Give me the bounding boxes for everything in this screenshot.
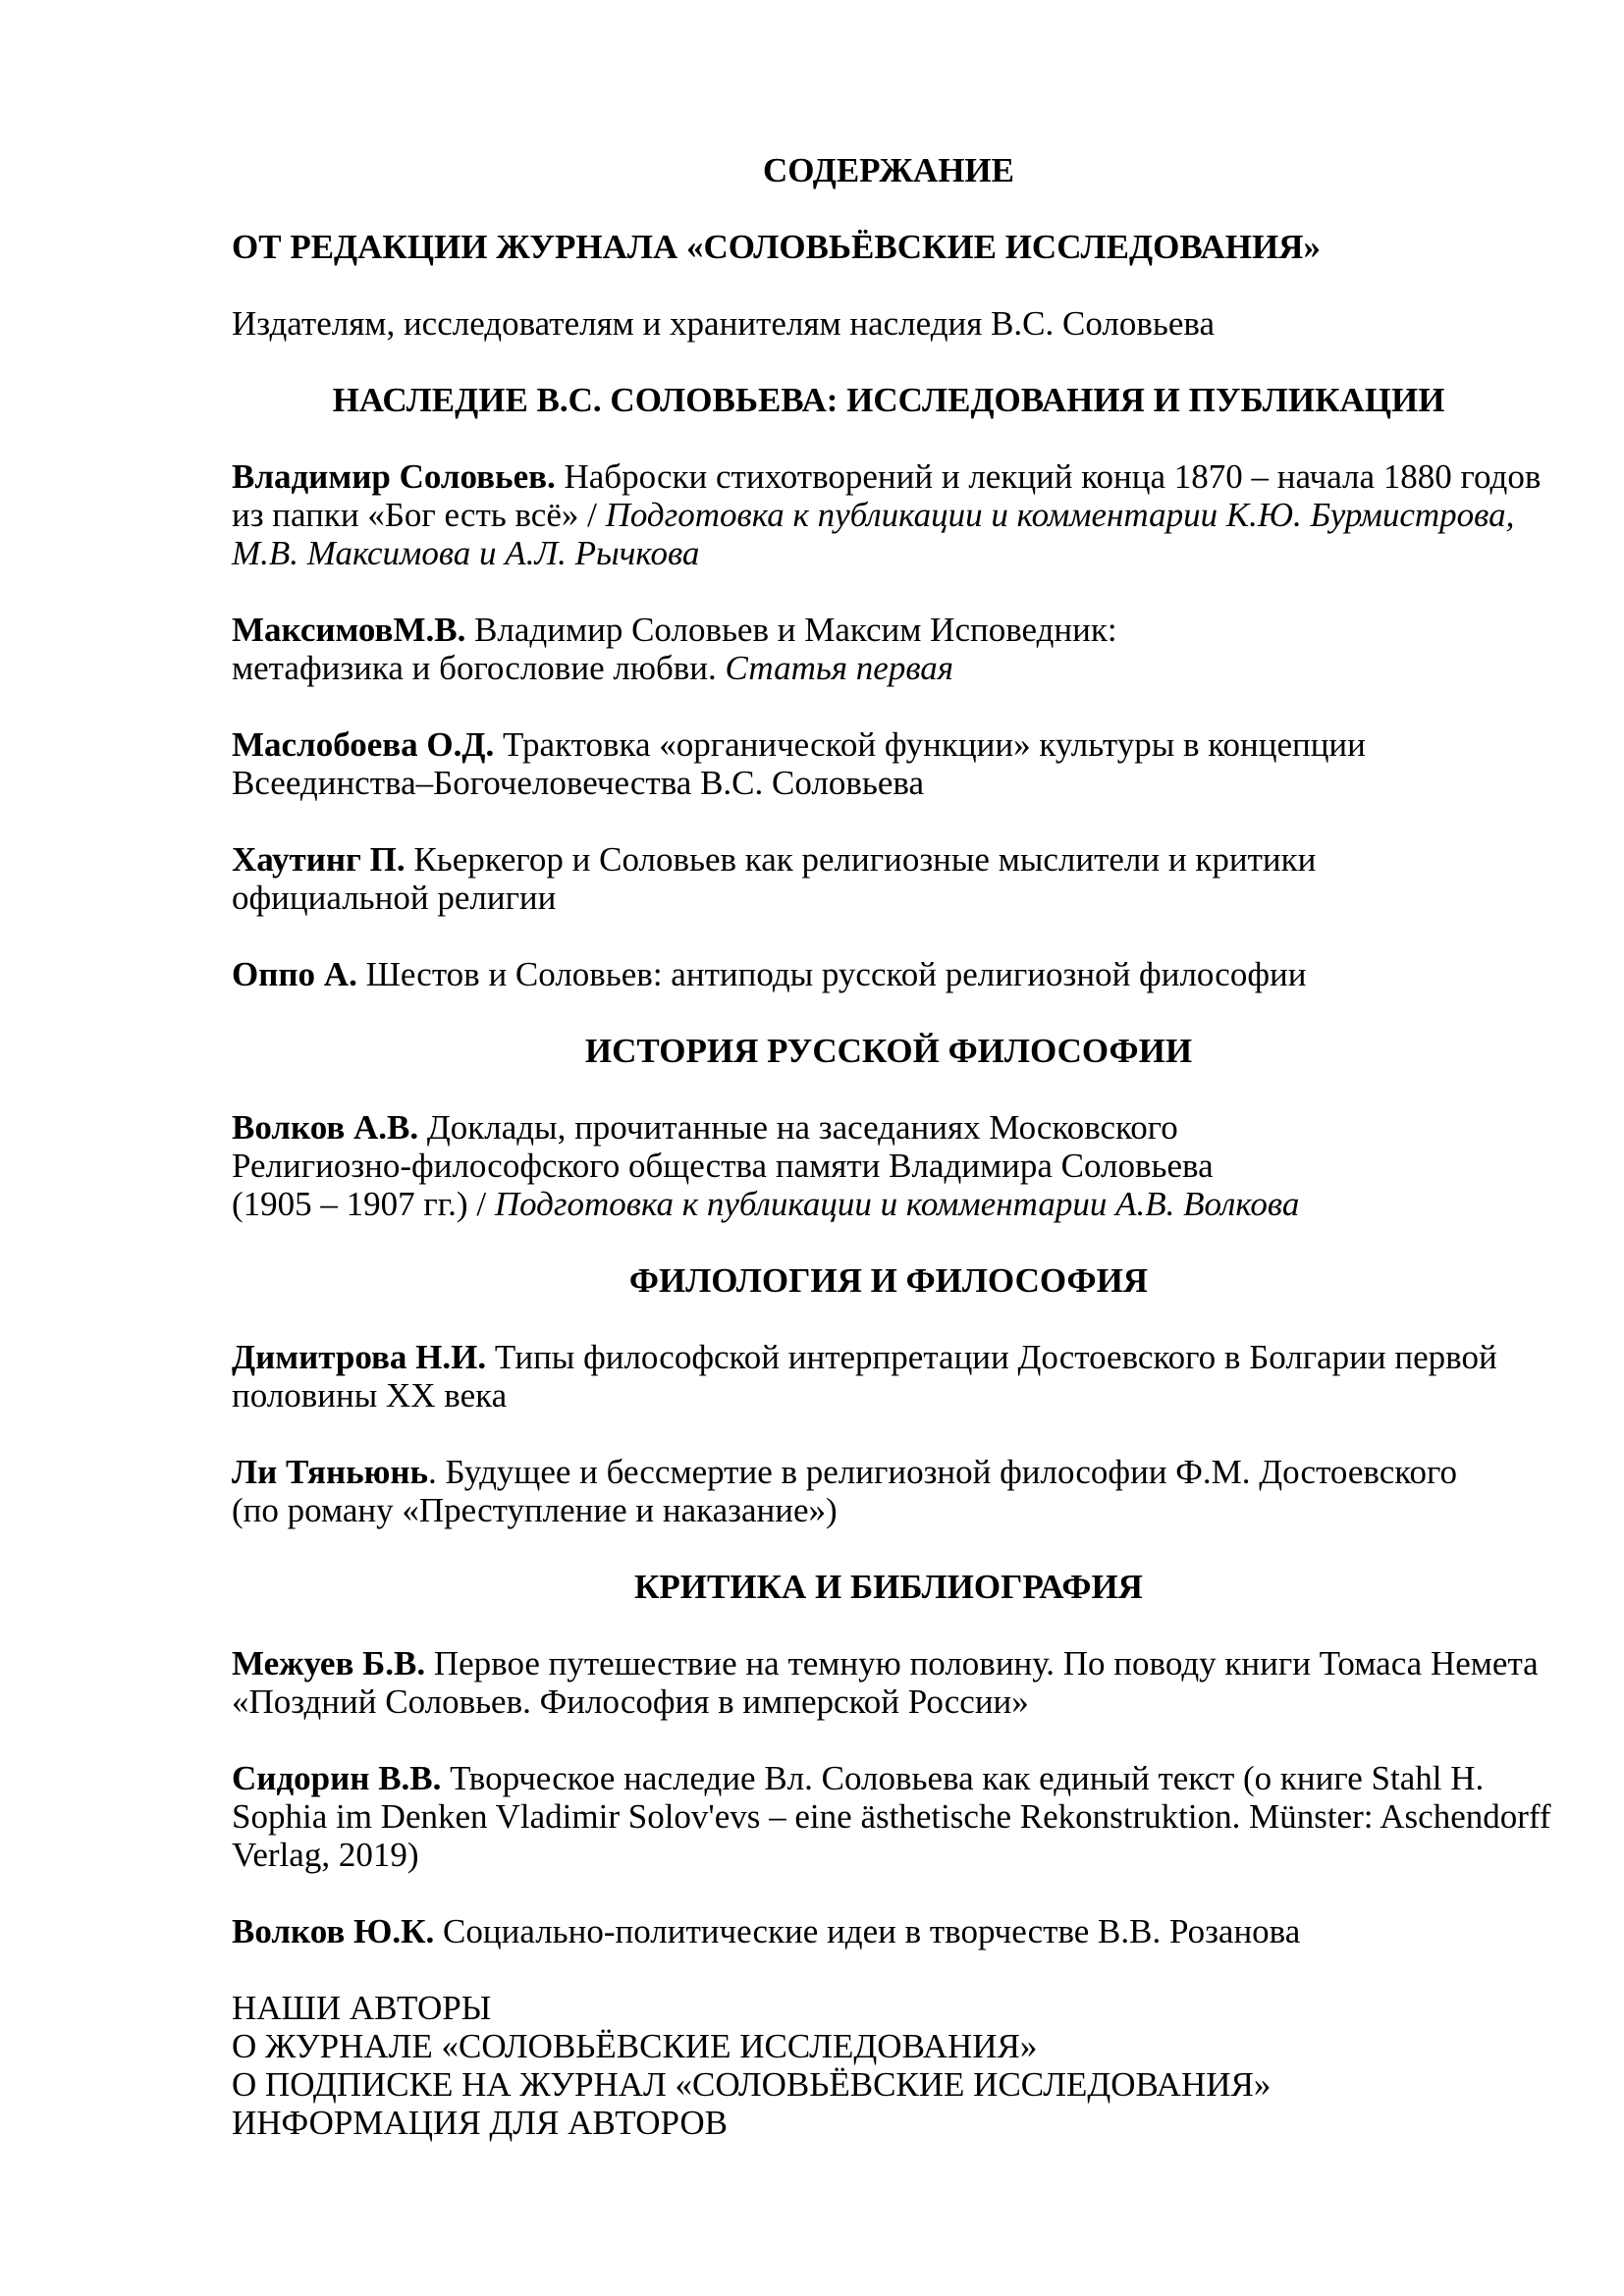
- text-segment: НАСЛЕДИЕ В.С. СОЛОВЬЕВА: ИССЛЕДОВАНИЯ И ПУБЛИКАЦИИ: [332, 381, 1445, 419]
- entry-dimitrova: [232, 1338, 1545, 1415]
- text-segment: ФИЛОЛОГИЯ И ФИЛОСОФИЯ: [628, 1261, 1149, 1300]
- entry-maksimov-line-1: [232, 611, 1545, 649]
- dedication-line-line-1: [232, 304, 1545, 343]
- text-segment: Первое путешествие на темную половину. По поводу книги Томаса Немета: [425, 1644, 1539, 1682]
- entry-hauting: [232, 840, 1545, 917]
- text-segment: ИСТОРИЯ РУССКОЙ ФИЛОСОФИИ: [584, 1032, 1193, 1070]
- entry-sidorin: [232, 1759, 1551, 1874]
- entry-sidorin-line-3: [232, 1836, 1545, 1874]
- text-segment: Шестов и Соловьев: антиподы русской религиозной философии: [356, 955, 1307, 993]
- text-segment: из папки «Бог есть всё» /: [232, 496, 606, 534]
- entry-maksimov-line-2: [232, 649, 1545, 687]
- entry-maksimov: [232, 611, 1545, 687]
- entry-sidorin-line-1: [232, 1759, 1545, 1797]
- entry-li-tianyun-line-2: [232, 1491, 1545, 1529]
- text-segment: О ПОДПИСКЕ НА ЖУРНАЛ «СОЛОВЬЁВСКИЕ ИССЛЕДОВАНИЯ»: [232, 2065, 1272, 2104]
- entry-volkov-yuk-line-1: [232, 1912, 1545, 1950]
- text-segment: Трактовка «органической функции» культуры в концепции: [494, 725, 1366, 764]
- text-segment: Волков А.В.: [232, 1108, 419, 1147]
- entry-mezhuev-line-1: [232, 1644, 1545, 1682]
- entry-volkov-av-line-2: [232, 1147, 1545, 1185]
- text-segment: Межуев Б.В.: [232, 1644, 426, 1682]
- text-segment: Кьеркегор и Соловьев как религиозные мыслители и критики: [405, 840, 1317, 879]
- entry-hauting-line-1: [232, 840, 1545, 879]
- back-matter-list-line-2: [232, 2027, 1545, 2065]
- text-segment: НАШИ АВТОРЫ: [232, 1989, 492, 2027]
- text-segment: Наброски стихотворений и лекций конца 1870 – начала 1880 годов: [555, 457, 1542, 496]
- text-segment: СОДЕРЖАНИЕ: [762, 151, 1014, 189]
- entry-solovyov-sketches-line-1: [232, 457, 1545, 496]
- back-matter-list-line-4: [232, 2104, 1545, 2142]
- entry-solovyov-sketches: [232, 457, 1545, 572]
- text-segment: КРИТИКА И БИБЛИОГРАФИЯ: [634, 1568, 1143, 1606]
- text-segment: (по роману «Преступление и наказание»): [232, 1491, 838, 1529]
- entry-solovyov-sketches-line-3: [232, 534, 1545, 572]
- text-segment: Хаутинг П.: [232, 840, 406, 879]
- entry-volkov-yuk: [232, 1912, 1545, 1950]
- entry-li-tianyun: [232, 1453, 1545, 1529]
- document-title-line-1: [232, 151, 1545, 189]
- text-segment: официальной религии: [232, 879, 557, 917]
- text-segment: Подготовка к публикации и комментарии К.Ю. Бурмистрова,: [605, 496, 1515, 534]
- text-segment: Религиозно-философского общества памяти Владимира Соловьева: [232, 1147, 1214, 1185]
- text-segment: (1905 – 1907 гг.) /: [232, 1185, 495, 1223]
- text-segment: М.В. Максимова и А.Л. Рычкова: [232, 534, 700, 572]
- text-segment: МаксимовМ.В.: [232, 611, 466, 649]
- entry-mezhuev: [232, 1644, 1545, 1721]
- entry-volkov-av-line-1: [232, 1108, 1545, 1147]
- entry-masloboeva-line-2: [232, 764, 1545, 802]
- text-segment: «Поздний Соловьев. Философия в имперской России»: [232, 1682, 1029, 1721]
- text-segment: Подготовка к публикации и комментарии А.В. Волкова: [494, 1185, 1300, 1223]
- text-segment: Оппо А.: [232, 955, 357, 993]
- text-segment: Димитрова Н.И.: [232, 1338, 487, 1376]
- text-segment: ОТ РЕДАКЦИИ ЖУРНАЛА «СОЛОВЬЁВСКИЕ ИССЛЕДОВАНИЯ»: [232, 228, 1321, 266]
- text-segment: О ЖУРНАЛЕ «СОЛОВЬЁВСКИЕ ИССЛЕДОВАНИЯ»: [232, 2027, 1038, 2065]
- text-segment: Издателям, исследователям и хранителям наследия В.С. Соловьева: [232, 304, 1215, 343]
- entry-dimitrova-line-1: [232, 1338, 1545, 1376]
- text-segment: Типы философской интерпретации Достоевского в Болгарии первой: [486, 1338, 1497, 1376]
- text-segment: Владимир Соловьев.: [232, 457, 556, 496]
- text-segment: половины XX века: [232, 1376, 508, 1415]
- text-segment: Творческое наследие Вл. Соловьева как единый текст (о книге Stahl H.: [441, 1759, 1485, 1797]
- entry-oppo-line-1: [232, 955, 1545, 993]
- entry-volkov-av-line-3: [232, 1185, 1545, 1223]
- section-heading-nasledie-line-1: [232, 381, 1545, 419]
- text-segment: Маслобоева О.Д.: [232, 725, 495, 764]
- text-segment: Ли Тяньюнь: [232, 1453, 429, 1491]
- section-heading-istoriya-line-1: [232, 1032, 1545, 1070]
- document-title: [232, 151, 1545, 189]
- section-heading-filologiya: [232, 1261, 1545, 1300]
- text-segment: Доклады, прочитанные на заседаниях Московского: [418, 1108, 1178, 1147]
- text-segment: метафизика и богословие любви.: [232, 649, 726, 687]
- text-segment: Статья первая: [725, 649, 954, 687]
- text-segment: Владимир Соловьев и Максим Исповедник:: [465, 611, 1117, 649]
- section-heading-kritika: [232, 1568, 1545, 1606]
- editorial-heading-line-1: [232, 228, 1545, 266]
- section-heading-istoriya: [232, 1032, 1545, 1070]
- entry-li-tianyun-line-1: [232, 1453, 1545, 1491]
- entry-hauting-line-2: [232, 879, 1545, 917]
- text-segment: . Будущее и бессмертие в религиозной философии Ф.М. Достоевского: [428, 1453, 1457, 1491]
- entry-dimitrova-line-2: [232, 1376, 1545, 1415]
- entry-mezhuev-line-2: [232, 1682, 1545, 1721]
- section-heading-kritika-line-1: [232, 1568, 1545, 1606]
- entry-sidorin-line-2: [232, 1797, 1551, 1836]
- dedication-line: [232, 304, 1545, 343]
- table-of-contents: [232, 151, 1551, 2142]
- text-segment: ИНФОРМАЦИЯ ДЛЯ АВТОРОВ: [232, 2104, 728, 2142]
- section-heading-nasledie: [232, 381, 1545, 419]
- entry-volkov-av: [232, 1108, 1545, 1223]
- text-segment: Социально-политические идеи в творчестве В.В. Розанова: [434, 1912, 1301, 1950]
- text-segment: Сидорин В.В.: [232, 1759, 442, 1797]
- section-heading-filologiya-line-1: [232, 1261, 1545, 1300]
- back-matter-list: [232, 1989, 1545, 2142]
- text-segment: Волков Ю.К.: [232, 1912, 435, 1950]
- back-matter-list-line-1: [232, 1989, 1545, 2027]
- entry-oppo: [232, 955, 1545, 993]
- text-segment: Sophia im Denken Vladimir Solov'evs – eine ästhetische Rekonstruktion. Münster: Aschendorff: [232, 1797, 1551, 1836]
- entry-masloboeva-line-1: [232, 725, 1545, 764]
- editorial-heading: [232, 228, 1545, 266]
- entry-masloboeva: [232, 725, 1545, 802]
- text-segment: Verlag, 2019): [232, 1836, 419, 1874]
- back-matter-list-line-3: [232, 2065, 1545, 2104]
- entry-solovyov-sketches-line-2: [232, 496, 1545, 534]
- text-segment: Всеединства–Богочеловечества В.С. Соловьева: [232, 764, 924, 802]
